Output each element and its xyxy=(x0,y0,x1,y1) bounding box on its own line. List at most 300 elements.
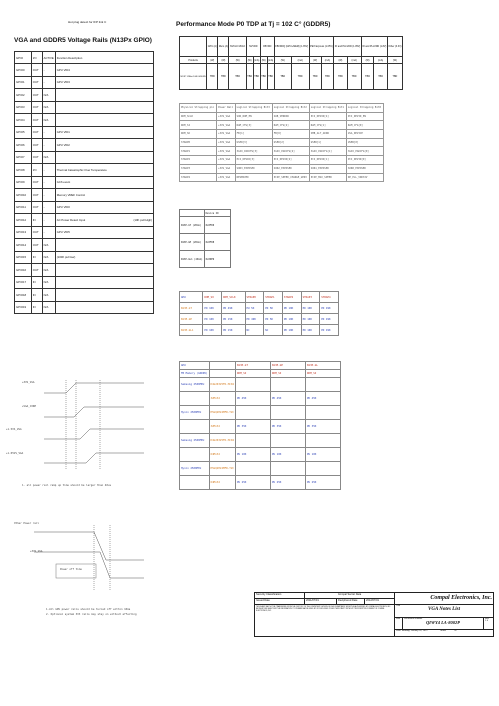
mem-cell: PD 45K xyxy=(270,392,305,406)
mem-subheader: ROM_SI xyxy=(305,370,340,378)
rails-cell: SOR_ROM_EN xyxy=(235,112,272,121)
gpio-row xyxy=(15,189,154,202)
strapvals-cell: PU 5K xyxy=(245,303,264,314)
perf-value-tbd: TBD xyxy=(246,64,253,90)
perf-unit: (mA) xyxy=(254,58,260,62)
device-row-name: N13E-GE (28nm) xyxy=(180,234,205,251)
rails-cell: 3GIO_PADCFG[3] xyxy=(235,147,272,156)
rails-cell: USER[3] xyxy=(235,138,272,147)
gpio-function xyxy=(55,114,153,127)
perf-unit: (W) xyxy=(334,57,347,64)
perf-h-nvvdd: NVVDD xyxy=(246,37,260,57)
gpio-pin: GPIO3 xyxy=(15,101,32,114)
wave2-note-1: 1.All GPU power rails should be turned off within 10ms xyxy=(46,608,131,611)
strapvals-row xyxy=(180,314,339,325)
perf-value-tbd: TBD xyxy=(218,64,229,90)
rails-row xyxy=(180,173,384,182)
mem-cell: Samsung 2500MHz xyxy=(180,378,210,392)
device-row-name: N13P-GL1 (40nm) xyxy=(180,251,205,268)
perf-table xyxy=(179,36,403,90)
mem-subheader: ROM_SI xyxy=(270,370,305,378)
rails-cell: PCI_DEVID[2] xyxy=(272,156,309,165)
perf-value-tbd: TBD xyxy=(361,64,374,90)
gpio-io: OUT xyxy=(31,239,42,252)
gpio-active: N/A xyxy=(42,289,55,302)
mem-cell: K4G20325FD-HC04 xyxy=(209,434,235,448)
perf-value-tbd: TBD xyxy=(309,64,321,90)
rails-cell: RAM_CFG[3] xyxy=(235,121,272,130)
wave2-note-2: 2. Optional system 3V3 rails may stay on without affecting xyxy=(46,613,137,616)
strapvals-header: STRAP4 xyxy=(320,292,339,303)
device-id-header: Device ID xyxy=(204,210,230,217)
perf-h-mem: Mem (A) xyxy=(218,37,229,57)
gpio-pin: GPIO8 xyxy=(15,164,32,177)
gpio-io: OUT xyxy=(31,64,42,77)
wave1-label-15v: +1.5VS_VGA xyxy=(6,428,22,431)
gpio-section-title: VGA and GDDR5 Voltage Rails (N13Px GPIO) xyxy=(14,37,152,44)
device-id-table xyxy=(179,209,231,268)
power-up-sequence-diagram xyxy=(14,375,154,490)
mem-cell xyxy=(305,462,340,476)
rails-row xyxy=(180,138,384,147)
gpio-function-text: AC Power Detect Input xyxy=(56,217,86,222)
gpio-function xyxy=(55,201,153,214)
rails-cell: RAM_CFG[0] xyxy=(346,121,383,130)
rails-cell: SUB_VENDOR xyxy=(272,112,309,121)
gpio-row xyxy=(15,301,154,314)
rails-cell: USER[1] xyxy=(309,138,346,147)
mem-header: GPU xyxy=(180,362,210,370)
strapvals-cell: PD 10K xyxy=(301,314,320,325)
gpio-function-text: GPU VID0 xyxy=(56,205,70,210)
gpio-row xyxy=(15,76,154,89)
mem-row xyxy=(180,392,341,406)
rails-cell: 3GIO_PADCFG[1] xyxy=(309,147,346,156)
strapvals-cell: PD 49K xyxy=(320,303,339,314)
gpio-active: - xyxy=(42,139,55,152)
gpio-row xyxy=(15,276,154,289)
gpio-pin: GPIO14 xyxy=(15,239,32,252)
strapvals-header: STRAP3 xyxy=(301,292,320,303)
rails-cell: ROM_SCLK xyxy=(180,112,217,121)
gpio-row xyxy=(15,264,154,277)
gpio-function xyxy=(55,164,153,177)
mem-row xyxy=(180,434,341,448)
gpio-function xyxy=(55,289,153,302)
gpio-function-text: Thermal Catastrophic Over Temperature xyxy=(56,167,107,172)
gpio-io: OUT xyxy=(31,114,42,127)
tb-sheet-label: Sheet xyxy=(440,630,446,633)
tb-title-label: Title xyxy=(396,604,401,607)
gpio-pin: GPIO2 xyxy=(15,89,32,102)
gpio-row xyxy=(15,89,154,102)
perf-value-tbd: TBD xyxy=(387,64,402,90)
gpio-function-text: GPU VID3 xyxy=(56,80,70,85)
mem-cell: 64Mx32 xyxy=(209,476,235,490)
gpio-function xyxy=(55,89,153,102)
gpio-function xyxy=(55,214,153,227)
rails-cell: RAM_CFG[1] xyxy=(309,121,346,130)
gpio-active: - xyxy=(42,76,55,89)
mem-row xyxy=(180,462,341,476)
device-row-id: 0x0FD8 xyxy=(204,234,230,251)
rails-cell: STRAP2 xyxy=(180,156,217,165)
gpio-io: OUT xyxy=(31,189,42,202)
perf-unit: (W) xyxy=(229,57,246,64)
gpio-io: OUT xyxy=(31,76,42,89)
perf-unit: (mA) xyxy=(374,57,387,64)
gpio-row xyxy=(15,114,154,127)
tb-date-label: Date: xyxy=(396,630,402,633)
perf-unit: (mA) xyxy=(291,57,309,64)
rails-cell: +3VS_VGA xyxy=(217,112,236,121)
mem-cell xyxy=(235,406,270,420)
rails-header-cell: Logical Strapping Bit0 xyxy=(346,104,383,113)
rails-cell: RAM_CFG[2] xyxy=(272,121,309,130)
rails-cell: +3VS_VGA xyxy=(217,147,236,156)
wave1-note: 1. all power rail ramp up time should be larger than 40us xyxy=(22,484,112,487)
rails-cell: SMB_ALT_ADDR xyxy=(309,130,346,139)
gpio-pin: GPIO15 xyxy=(15,251,32,264)
perf-products-label: Products xyxy=(180,57,207,64)
rails-cell: PCI_DEVID[3] xyxy=(235,156,272,165)
rails-cell: PCI_DEVID_EN xyxy=(346,112,383,121)
perf-value-tbd: TBD xyxy=(291,64,309,90)
gpio-io: IN xyxy=(31,276,42,289)
perf-h-pex: PEX Express (1.05V) xyxy=(309,37,334,57)
strapvals-cell: PD 10K xyxy=(203,325,222,336)
gpio-active: N/A xyxy=(42,151,55,164)
gpio-pin: GPIO5 xyxy=(15,126,32,139)
strapvals-cell: NC xyxy=(245,325,264,336)
strapvals-cell: PD 10K xyxy=(203,314,222,325)
perf-unit: (W) xyxy=(387,57,402,64)
rails-cell: PCIE_MAX_SPEED xyxy=(309,173,346,182)
strapvals-header: GPU xyxy=(180,292,203,303)
rails-cell: SOR0_EXPOSED xyxy=(346,164,383,173)
mem-cell: PD 45K xyxy=(235,392,270,406)
mem-row xyxy=(180,448,341,462)
mem-cell: 32Mx32 xyxy=(209,420,235,434)
gpio-active: - xyxy=(42,226,55,239)
rails-cell: +3VS_VGA xyxy=(217,138,236,147)
gpio-function-note: (10K pull High) xyxy=(133,217,152,222)
gpio-pin: GPIO1 xyxy=(15,76,32,89)
rails-cell: USER[2] xyxy=(272,138,309,147)
perf-h-clk: NVCLK MCLK xyxy=(229,37,246,57)
mem-row xyxy=(180,420,341,434)
gpio-pin: GPIO12 xyxy=(15,214,32,227)
rails-cell: STRAP3 xyxy=(180,164,217,173)
rails-cell: SOR1_EXPOSED xyxy=(309,164,346,173)
gpio-io: IN xyxy=(31,214,42,227)
mem-cell: PD 45K xyxy=(305,392,340,406)
gpio-pin: GPIO10 xyxy=(15,189,32,202)
mem-cell: 64Mx32 xyxy=(209,448,235,462)
mem-cell: Hynix 2500MHz xyxy=(180,406,210,420)
gpio-active: N/A xyxy=(42,101,55,114)
gpio-function-text: GPU VID5 xyxy=(56,230,70,235)
gpio-header-cell: I/O xyxy=(31,52,42,64)
tb-disclaimer: THIS SHEET OF ENGINEERING DRAWING IS THE PROPRIETARY PROPERTY OF COMPAL ELECTRONICS, INC. AND CONTAINS CONFIDENTIAL AND TRADE SECRET INFORMATION. THIS SHEET MAY NOT BE TRANSFERED FROM THE CUSTODY OF THE COMPETENT DIVISION OF R&D DEPARTMENT EXCEPT AS AUTHORIZED BY COMPAL ELECTRONICS, INC. NEITHER THIS SHEET NOR THE INFORMATION IT CONTAINS MAY BE USED BY OR DISCLOSED TO ANY THIRD PARTY WITHOUT PRIOR WRITTEN CONSENT OF COMPAL ELECTRONICS, INC. xyxy=(255,604,395,636)
rails-cell: ROM_SO xyxy=(180,130,217,139)
mem-cell xyxy=(235,462,270,476)
strapvals-header: ROM_SO xyxy=(203,292,222,303)
mem-cell: PU 25K xyxy=(270,476,305,490)
mem-cell: K4G20325FD-HC04 xyxy=(209,378,235,392)
rails-cell: STRAP4 xyxy=(180,173,217,182)
tb-company: Compal Electronics, Inc. xyxy=(395,593,494,605)
title-block xyxy=(254,592,494,637)
rails-cell: 3GIO_PADCFG[0] xyxy=(346,147,383,156)
gpio-pin: GPIO9 xyxy=(15,176,32,189)
gpio-pin: GPIO19 xyxy=(15,301,32,314)
mem-row xyxy=(180,476,341,490)
strapvals-cell: N13P-GL1 xyxy=(180,325,203,336)
gpio-row xyxy=(15,201,154,214)
mem-row xyxy=(180,406,341,420)
gpio-io: OUT xyxy=(31,126,42,139)
gpio-function xyxy=(55,76,153,89)
gpio-io: OUT xyxy=(31,176,42,189)
mem-cell: PU 25K xyxy=(235,476,270,490)
hotplug-note: Hot plug detect for IFP link C xyxy=(68,20,107,24)
gpio-header-cell: ACTIVE xyxy=(42,52,55,64)
gpio-row xyxy=(15,101,154,114)
perf-unit: (W) xyxy=(247,58,252,62)
rails-cell: PCIE_SPEED_CHANGE_GEN3 xyxy=(272,173,309,182)
strapvals-header: STRAP0 xyxy=(245,292,264,303)
gpio-io: OUT xyxy=(31,139,42,152)
rails-cell: USER[0] xyxy=(346,138,383,147)
rails-row xyxy=(180,164,384,173)
gpio-function xyxy=(55,189,153,202)
strapvals-cell: PD 10K xyxy=(282,314,301,325)
mem-cell: PD 35K xyxy=(305,420,340,434)
wave2-label-3v: +3VS_VGA xyxy=(30,550,43,553)
rails-cell: SOR2_EXPOSED xyxy=(272,164,309,173)
strapvals-cell: PD 49K xyxy=(222,303,245,314)
tb-rev-label: Rev xyxy=(485,618,489,621)
gpio-function xyxy=(55,276,153,289)
strapvals-cell: PD 5K xyxy=(264,303,283,314)
gpio-io: OUT xyxy=(31,101,42,114)
gpio-function xyxy=(55,126,153,139)
mem-cell xyxy=(180,476,210,490)
perf-section-title: Performance Mode P0 TDP at Tj = 102 C° (GDDR5) xyxy=(176,21,331,28)
gpio-table xyxy=(14,51,154,314)
rails-row xyxy=(180,147,384,156)
rails-cell: +3VS_VGA xyxy=(217,173,236,182)
wave2-label-other: Other Power rail xyxy=(14,522,39,525)
gpio-header-cell: Function Description xyxy=(55,52,153,64)
tb-rev: 1.0 xyxy=(485,620,489,623)
perf-value-tbd: TBD xyxy=(207,64,218,90)
gpio-active: N/A xyxy=(42,264,55,277)
mem-cell: H5GQ2H24MFR-T2C xyxy=(209,406,235,420)
gpio-row xyxy=(15,226,154,239)
strapvals-cell: PD 10K xyxy=(203,303,222,314)
gpio-function xyxy=(55,151,153,164)
rails-cell: 3GIO_PADCFG[2] xyxy=(272,147,309,156)
strapvals-cell: PD 15K xyxy=(222,314,245,325)
mem-cell: Hynix 2500MHz xyxy=(180,462,210,476)
tb-doc-title: VGA Notes List xyxy=(428,606,460,612)
perf-unit: (W) xyxy=(309,57,321,64)
gpio-active: N/A xyxy=(42,239,55,252)
rails-header-cell: Logical Strapping Bit3 xyxy=(235,104,272,113)
rails-cell: STRAP0 xyxy=(180,138,217,147)
strapvals-cell: PD 49K xyxy=(320,325,339,336)
gpio-active: N/A xyxy=(42,89,55,102)
rails-cell: VGA_DEVICE xyxy=(346,130,383,139)
perf-unit: (W) xyxy=(218,57,229,64)
gpio-row xyxy=(15,214,154,227)
gpio-active: - xyxy=(42,164,55,177)
rails-row xyxy=(180,112,384,121)
mem-cell xyxy=(270,462,305,476)
gpio-row xyxy=(15,176,154,189)
tb-docnum: QIWY4 LA-8002P xyxy=(425,620,461,626)
rails-cell: DP_PLL_VDD33V xyxy=(346,173,383,182)
strapvals-cell: N13P-GT xyxy=(180,303,203,314)
device-row-id: 0x0FD0 xyxy=(204,217,230,234)
perf-value-tbd: TBD xyxy=(347,64,361,90)
strapvals-cell: PD 10K xyxy=(301,325,320,336)
perf-value-tbd: TBD xyxy=(321,64,334,90)
gpio-io: I/O xyxy=(31,164,42,177)
mem-cell xyxy=(305,406,340,420)
gpio-function-text: (100K pull low) xyxy=(56,255,76,260)
mem-cell xyxy=(270,378,305,392)
strapvals-cell: PD 5K xyxy=(264,314,283,325)
perf-unit: (W) xyxy=(207,57,218,64)
mem-cell xyxy=(180,392,210,406)
rails-cell: ROM_SI xyxy=(180,121,217,130)
perf-value-tbd: TBD xyxy=(334,64,347,90)
gpio-function xyxy=(55,139,153,152)
gpio-function-text: GC6 event xyxy=(56,180,71,185)
gpio-active: - xyxy=(42,214,55,227)
gpio-active: N/A xyxy=(42,251,55,264)
gpio-row xyxy=(15,151,154,164)
rails-cell: PCI_DEVID[4] xyxy=(309,112,346,121)
perf-unit: (W) xyxy=(261,58,266,62)
mem-cell xyxy=(180,448,210,462)
rails-header-cell: Physical Strapping pin xyxy=(180,104,217,113)
rails-row xyxy=(180,121,384,130)
gpio-pin: GPIO11 xyxy=(15,201,32,214)
mem-subheader: ROM_SI xyxy=(235,370,270,378)
wave2-label-offtime: Power off time xyxy=(60,568,82,571)
rails-cell: +3VS_VGA xyxy=(217,156,236,165)
rails-header-cell: Logical Strapping Bit2 xyxy=(272,104,309,113)
strapvals-cell: N13E-GE xyxy=(180,314,203,325)
mem-cell: PD 35K xyxy=(270,420,305,434)
strapvals-header: STRAP1 xyxy=(264,292,283,303)
wave1-label-105v: +1.05VS_VGA xyxy=(6,452,24,455)
gpio-pin: GPIO6 xyxy=(15,139,32,152)
gpio-row xyxy=(15,64,154,77)
strapvals-cell: PD 49K xyxy=(320,314,339,325)
tb-size-label: Size xyxy=(395,618,403,630)
rails-cell: PCI_DEVID[0] xyxy=(346,156,383,165)
rails-cell: SOR3_EXPOSED xyxy=(235,164,272,173)
gpio-function-text: GPU VID1 xyxy=(56,130,70,135)
gpio-active: - xyxy=(42,176,55,189)
tb-issued-label: Issued Date xyxy=(255,598,305,604)
rails-header-cell: Logical Strapping Bit1 xyxy=(309,104,346,113)
gpio-row xyxy=(15,139,154,152)
gpio-function-text: GPU VID2 xyxy=(56,142,70,147)
gpio-row xyxy=(15,239,154,252)
gpio-function-text: Memory VREF Control xyxy=(56,192,85,197)
gpio-active: - xyxy=(42,64,55,77)
perf-h-fbvddq: FBVDDQ (GPU+MEM) (1.35V) xyxy=(274,37,309,57)
perf-unit: (W) xyxy=(361,57,374,64)
mem-cell xyxy=(235,378,270,392)
perf-h-other: Other (3.3V) xyxy=(387,37,402,57)
perf-value-tbd: TBD xyxy=(274,64,291,90)
perf-unit: (mA) xyxy=(347,57,361,64)
gpio-row xyxy=(15,126,154,139)
tb-secret: Compal Secret Data xyxy=(305,593,395,599)
perf-h-io18: IO and PLLVDD (1.8V) xyxy=(361,37,387,57)
tb-issued: 2011/07/01 xyxy=(305,598,337,604)
gpio-active: - xyxy=(42,201,55,214)
strapvals-cell: PD 10K xyxy=(282,325,301,336)
strapvals-header: STRAP2 xyxy=(282,292,301,303)
gpio-io: IN xyxy=(31,289,42,302)
strapvals-header: ROM_SCLK xyxy=(222,292,245,303)
mem-cell xyxy=(270,406,305,420)
gpio-io: IN xyxy=(31,251,42,264)
perf-h-io105: IO and PLLVDD (1.05V) xyxy=(334,37,361,57)
mem-cell: PU 10K xyxy=(305,448,340,462)
strapvals-cell: PD 10K xyxy=(282,303,301,314)
mem-cell: PU 10K xyxy=(235,448,270,462)
strapvals-row xyxy=(180,325,339,336)
rails-cell: +3VS_VGA xyxy=(217,130,236,139)
gpio-pin: GPIO0 xyxy=(15,64,32,77)
strap-rails-table xyxy=(179,103,384,182)
rails-cell: PCI_DEVID[1] xyxy=(309,156,346,165)
tb-of-label: of xyxy=(454,630,457,633)
perf-h-gpu: GPU (A) xyxy=(207,37,218,57)
rails-cell: RESERVED xyxy=(235,173,272,182)
tb-security-label: Security Classification xyxy=(255,593,305,599)
gpio-pin: GPIO4 xyxy=(15,114,32,127)
rails-cell: FB[0] xyxy=(272,130,309,139)
power-down-sequence-diagram xyxy=(14,520,154,600)
mem-cell xyxy=(305,378,340,392)
mem-cell: 32Mx32 xyxy=(209,392,235,406)
gpio-row xyxy=(15,164,154,177)
gpio-function xyxy=(55,301,153,314)
rails-cell: +3VS_VGA xyxy=(217,121,236,130)
tb-deciphered: 2012/07/01 xyxy=(365,598,395,604)
perf-value-tbd: TBD xyxy=(253,64,260,90)
wave1-label-core: +VGA_CORE xyxy=(22,405,37,408)
perf-unit: (mA) xyxy=(268,58,274,62)
strapvals-cell: NC xyxy=(264,325,283,336)
gpio-function xyxy=(55,239,153,252)
perf-unit: (W) xyxy=(274,57,291,64)
gpio-io: OUT xyxy=(31,264,42,277)
gpio-io: IN xyxy=(31,301,42,314)
gpio-row xyxy=(15,251,154,264)
mem-cell xyxy=(180,420,210,434)
